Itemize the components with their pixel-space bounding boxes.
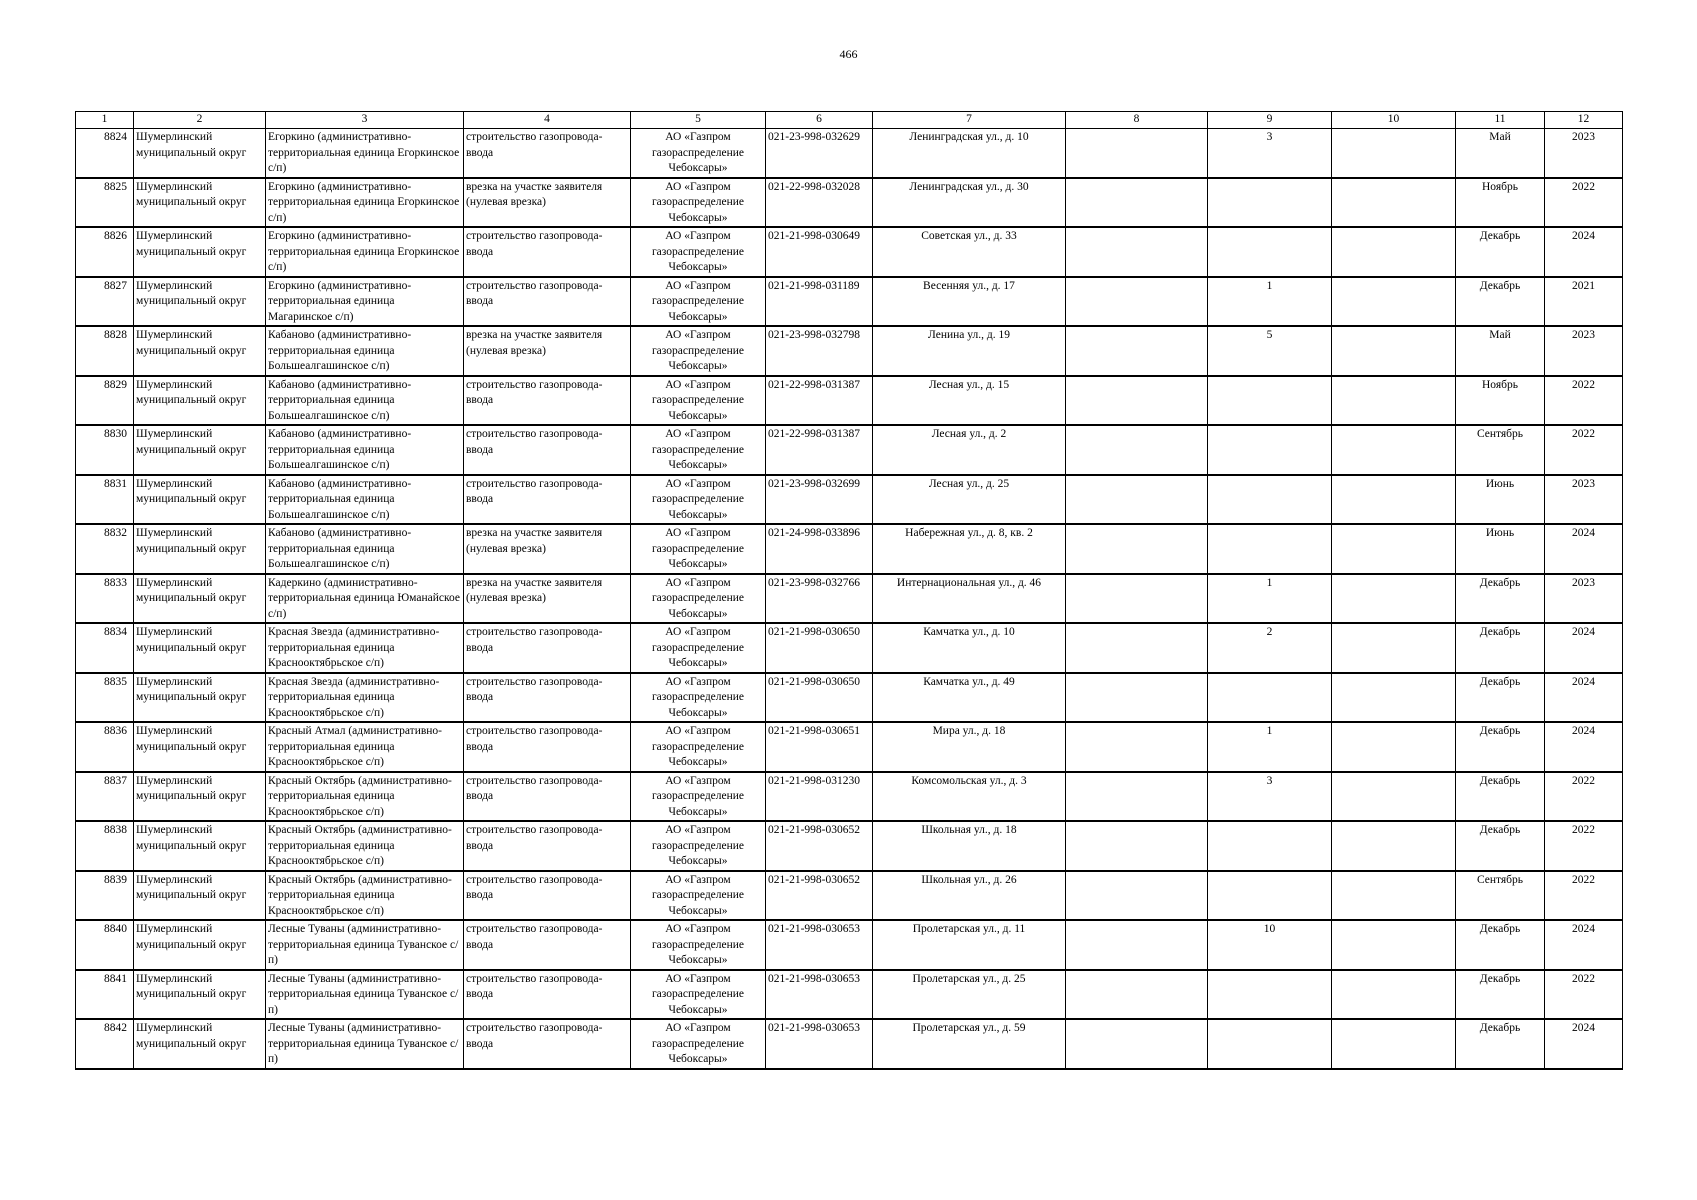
locality-cell: Лесные Туваны (административно-территориальная единица Туванское с/п)	[266, 1019, 464, 1069]
year-cell: 2024	[1545, 623, 1623, 673]
table-row	[76, 623, 1623, 673]
application-code-cell: 021-21-998-031189	[766, 277, 873, 327]
table-row	[76, 970, 1623, 1020]
column-9-cell: 1	[1208, 722, 1332, 772]
organization-cell: АО «Газпром газораспределение Чебоксары»	[631, 722, 766, 772]
column-10-cell	[1332, 623, 1456, 673]
year-cell: 2022	[1545, 376, 1623, 426]
organization-cell: АО «Газпром газораспределение Чебоксары»	[631, 178, 766, 228]
work-type-cell: врезка на участке заявителя (нулевая врезка)	[464, 524, 631, 574]
locality-cell: Егоркино (административно-территориальная единица Егоркинское с/п)	[266, 227, 464, 277]
row-number-cell: 8824	[76, 129, 134, 178]
column-9-cell: 2	[1208, 623, 1332, 673]
table-row	[76, 673, 1623, 723]
application-code-cell: 021-21-998-031230	[766, 772, 873, 822]
column-8-cell	[1066, 821, 1208, 871]
month-cell: Декабрь	[1456, 821, 1545, 871]
application-code-cell: 021-23-998-032629	[766, 129, 873, 178]
organization-cell: АО «Газпром газораспределение Чебоксары»	[631, 475, 766, 525]
district-cell: Шумерлинский муниципальный округ	[134, 623, 266, 673]
locality-cell: Кабаново (административно-территориальная единица Большеалгашинское с/п)	[266, 326, 464, 376]
column-10-cell	[1332, 475, 1456, 525]
row-number-cell: 8840	[76, 920, 134, 970]
column-header: 3	[266, 112, 464, 129]
application-code-cell: 021-21-998-030650	[766, 623, 873, 673]
month-cell: Сентябрь	[1456, 871, 1545, 921]
column-9-cell	[1208, 425, 1332, 475]
table-row	[76, 475, 1623, 525]
work-type-cell: врезка на участке заявителя (нулевая врезка)	[464, 574, 631, 624]
table-row	[76, 524, 1623, 574]
locality-cell: Егоркино (административно-территориальная единица Егоркинское с/п)	[266, 129, 464, 178]
organization-cell: АО «Газпром газораспределение Чебоксары»	[631, 425, 766, 475]
row-number-cell: 8839	[76, 871, 134, 921]
organization-cell: АО «Газпром газораспределение Чебоксары»	[631, 970, 766, 1020]
column-8-cell	[1066, 178, 1208, 228]
registry-body	[76, 129, 1623, 1069]
column-9-cell: 3	[1208, 129, 1332, 178]
district-cell: Шумерлинский муниципальный округ	[134, 376, 266, 426]
organization-cell: АО «Газпром газораспределение Чебоксары»	[631, 277, 766, 327]
work-type-cell: строительство газопровода-ввода	[464, 821, 631, 871]
row-number-cell: 8835	[76, 673, 134, 723]
district-cell: Шумерлинский муниципальный округ	[134, 1019, 266, 1069]
row-number-cell: 8828	[76, 326, 134, 376]
column-10-cell	[1332, 129, 1456, 178]
column-header: 1	[76, 112, 134, 129]
month-cell: Сентябрь	[1456, 425, 1545, 475]
work-type-cell: строительство газопровода-ввода	[464, 673, 631, 723]
column-9-cell	[1208, 475, 1332, 525]
application-code-cell: 021-21-998-030653	[766, 970, 873, 1020]
table-row	[76, 326, 1623, 376]
row-number-cell: 8834	[76, 623, 134, 673]
month-cell: Май	[1456, 129, 1545, 178]
column-9-cell: 10	[1208, 920, 1332, 970]
registry-table	[75, 111, 1623, 1070]
application-code-cell: 021-21-998-030649	[766, 227, 873, 277]
row-number-cell: 8836	[76, 722, 134, 772]
district-cell: Шумерлинский муниципальный округ	[134, 574, 266, 624]
address-cell: Весенняя ул., д. 17	[873, 277, 1066, 327]
district-cell: Шумерлинский муниципальный округ	[134, 821, 266, 871]
district-cell: Шумерлинский муниципальный округ	[134, 425, 266, 475]
month-cell: Декабрь	[1456, 1019, 1545, 1069]
address-cell: Мира ул., д. 18	[873, 722, 1066, 772]
header-row	[76, 112, 1623, 129]
address-cell: Пролетарская ул., д. 59	[873, 1019, 1066, 1069]
column-10-cell	[1332, 920, 1456, 970]
column-9-cell	[1208, 871, 1332, 921]
row-number-cell: 8826	[76, 227, 134, 277]
locality-cell: Лесные Туваны (административно-территориальная единица Туванское с/п)	[266, 920, 464, 970]
address-cell: Советская ул., д. 33	[873, 227, 1066, 277]
address-cell: Камчатка ул., д. 10	[873, 623, 1066, 673]
organization-cell: АО «Газпром газораспределение Чебоксары»	[631, 920, 766, 970]
column-header: 10	[1332, 112, 1456, 129]
row-number-cell: 8830	[76, 425, 134, 475]
address-cell: Школьная ул., д. 18	[873, 821, 1066, 871]
district-cell: Шумерлинский муниципальный округ	[134, 178, 266, 228]
address-cell: Лесная ул., д. 25	[873, 475, 1066, 525]
year-cell: 2024	[1545, 673, 1623, 723]
work-type-cell: строительство газопровода-ввода	[464, 475, 631, 525]
table-row	[76, 129, 1623, 178]
column-10-cell	[1332, 178, 1456, 228]
work-type-cell: строительство газопровода-ввода	[464, 871, 631, 921]
month-cell: Декабрь	[1456, 772, 1545, 822]
column-header: 4	[464, 112, 631, 129]
year-cell: 2022	[1545, 772, 1623, 822]
year-cell: 2023	[1545, 129, 1623, 178]
year-cell: 2021	[1545, 277, 1623, 327]
column-10-cell	[1332, 277, 1456, 327]
year-cell: 2024	[1545, 227, 1623, 277]
locality-cell: Кадеркино (административно-территориальная единица Юманайское с/п)	[266, 574, 464, 624]
column-10-cell	[1332, 524, 1456, 574]
column-9-cell	[1208, 227, 1332, 277]
table-row	[76, 722, 1623, 772]
column-8-cell	[1066, 376, 1208, 426]
month-cell: Ноябрь	[1456, 178, 1545, 228]
column-8-cell	[1066, 227, 1208, 277]
work-type-cell: строительство газопровода-ввода	[464, 920, 631, 970]
address-cell: Ленинградская ул., д. 30	[873, 178, 1066, 228]
work-type-cell: строительство газопровода-ввода	[464, 376, 631, 426]
district-cell: Шумерлинский муниципальный округ	[134, 326, 266, 376]
district-cell: Шумерлинский муниципальный округ	[134, 129, 266, 178]
row-number-cell: 8829	[76, 376, 134, 426]
row-number-cell: 8841	[76, 970, 134, 1020]
column-8-cell	[1066, 871, 1208, 921]
address-cell: Школьная ул., д. 26	[873, 871, 1066, 921]
column-9-cell	[1208, 821, 1332, 871]
year-cell: 2022	[1545, 178, 1623, 228]
month-cell: Декабрь	[1456, 920, 1545, 970]
locality-cell: Красный Октябрь (административно-территориальная единица Краснооктябрьское с/п)	[266, 871, 464, 921]
organization-cell: АО «Газпром газораспределение Чебоксары»	[631, 129, 766, 178]
organization-cell: АО «Газпром газораспределение Чебоксары»	[631, 574, 766, 624]
organization-cell: АО «Газпром газораспределение Чебоксары»	[631, 524, 766, 574]
application-code-cell: 021-21-998-030653	[766, 920, 873, 970]
work-type-cell: строительство газопровода-ввода	[464, 623, 631, 673]
application-code-cell: 021-24-998-033896	[766, 524, 873, 574]
district-cell: Шумерлинский муниципальный округ	[134, 673, 266, 723]
locality-cell: Лесные Туваны (административно-территориальная единица Туванское с/п)	[266, 970, 464, 1020]
table-row	[76, 376, 1623, 426]
column-8-cell	[1066, 574, 1208, 624]
column-8-cell	[1066, 772, 1208, 822]
application-code-cell: 021-21-998-030652	[766, 871, 873, 921]
application-code-cell: 021-23-998-032766	[766, 574, 873, 624]
locality-cell: Красный Октябрь (административно-территориальная единица Краснооктябрьское с/п)	[266, 821, 464, 871]
district-cell: Шумерлинский муниципальный округ	[134, 871, 266, 921]
column-10-cell	[1332, 227, 1456, 277]
year-cell: 2023	[1545, 574, 1623, 624]
application-code-cell: 021-21-998-030653	[766, 1019, 873, 1069]
organization-cell: АО «Газпром газораспределение Чебоксары»	[631, 1019, 766, 1069]
column-8-cell	[1066, 475, 1208, 525]
column-9-cell	[1208, 673, 1332, 723]
work-type-cell: строительство газопровода-ввода	[464, 425, 631, 475]
organization-cell: АО «Газпром газораспределение Чебоксары»	[631, 227, 766, 277]
column-10-cell	[1332, 1019, 1456, 1069]
table-row	[76, 772, 1623, 822]
organization-cell: АО «Газпром газораспределение Чебоксары»	[631, 821, 766, 871]
table-row	[76, 1019, 1623, 1069]
column-9-cell	[1208, 178, 1332, 228]
column-9-cell: 5	[1208, 326, 1332, 376]
column-8-cell	[1066, 277, 1208, 327]
year-cell: 2022	[1545, 970, 1623, 1020]
year-cell: 2022	[1545, 821, 1623, 871]
organization-cell: АО «Газпром газораспределение Чебоксары»	[631, 623, 766, 673]
district-cell: Шумерлинский муниципальный округ	[134, 277, 266, 327]
column-8-cell	[1066, 722, 1208, 772]
column-9-cell	[1208, 524, 1332, 574]
row-number-cell: 8831	[76, 475, 134, 525]
organization-cell: АО «Газпром газораспределение Чебоксары»	[631, 376, 766, 426]
year-cell: 2023	[1545, 326, 1623, 376]
district-cell: Шумерлинский муниципальный округ	[134, 722, 266, 772]
column-10-cell	[1332, 821, 1456, 871]
district-cell: Шумерлинский муниципальный округ	[134, 524, 266, 574]
table-row	[76, 425, 1623, 475]
column-header: 6	[766, 112, 873, 129]
year-cell: 2022	[1545, 425, 1623, 475]
locality-cell: Кабаново (административно-территориальная единица Большеалгашинское с/п)	[266, 475, 464, 525]
work-type-cell: врезка на участке заявителя (нулевая врезка)	[464, 178, 631, 228]
month-cell: Декабрь	[1456, 574, 1545, 624]
work-type-cell: строительство газопровода-ввода	[464, 227, 631, 277]
address-cell: Лесная ул., д. 2	[873, 425, 1066, 475]
locality-cell: Кабаново (административно-территориальная единица Большеалгашинское с/п)	[266, 425, 464, 475]
column-8-cell	[1066, 129, 1208, 178]
year-cell: 2024	[1545, 722, 1623, 772]
column-9-cell: 3	[1208, 772, 1332, 822]
row-number-cell: 8838	[76, 821, 134, 871]
year-cell: 2024	[1545, 1019, 1623, 1069]
column-10-cell	[1332, 871, 1456, 921]
column-9-cell	[1208, 1019, 1332, 1069]
column-header: 5	[631, 112, 766, 129]
locality-cell: Красная Звезда (административно-территориальная единица Краснооктябрьское с/п)	[266, 623, 464, 673]
column-header: 2	[134, 112, 266, 129]
month-cell: Декабрь	[1456, 277, 1545, 327]
column-8-cell	[1066, 920, 1208, 970]
application-code-cell: 021-23-998-032798	[766, 326, 873, 376]
table-row	[76, 178, 1623, 228]
page-number: 466	[839, 47, 858, 61]
work-type-cell: строительство газопровода-ввода	[464, 1019, 631, 1069]
work-type-cell: строительство газопровода-ввода	[464, 722, 631, 772]
month-cell: Июнь	[1456, 524, 1545, 574]
column-8-cell	[1066, 623, 1208, 673]
month-cell: Июнь	[1456, 475, 1545, 525]
row-number-cell: 8827	[76, 277, 134, 327]
table-row	[76, 871, 1623, 921]
organization-cell: АО «Газпром газораспределение Чебоксары»	[631, 326, 766, 376]
year-cell: 2022	[1545, 871, 1623, 921]
column-header: 11	[1456, 112, 1545, 129]
table-row	[76, 920, 1623, 970]
row-number-cell: 8833	[76, 574, 134, 624]
column-8-cell	[1066, 425, 1208, 475]
year-cell: 2024	[1545, 920, 1623, 970]
organization-cell: АО «Газпром газораспределение Чебоксары»	[631, 871, 766, 921]
column-9-cell: 1	[1208, 574, 1332, 624]
application-code-cell: 021-21-998-030651	[766, 722, 873, 772]
work-type-cell: строительство газопровода-ввода	[464, 129, 631, 178]
column-9-cell	[1208, 376, 1332, 426]
month-cell: Декабрь	[1456, 623, 1545, 673]
work-type-cell: строительство газопровода-ввода	[464, 970, 631, 1020]
district-cell: Шумерлинский муниципальный округ	[134, 475, 266, 525]
work-type-cell: строительство газопровода-ввода	[464, 772, 631, 822]
month-cell: Декабрь	[1456, 722, 1545, 772]
locality-cell: Красный Октябрь (административно-территориальная единица Краснооктябрьское с/п)	[266, 772, 464, 822]
locality-cell: Кабаново (административно-территориальная единица Большеалгашинское с/п)	[266, 524, 464, 574]
locality-cell: Кабаново (административно-территориальная единица Большеалгашинское с/п)	[266, 376, 464, 426]
column-9-cell	[1208, 970, 1332, 1020]
column-10-cell	[1332, 673, 1456, 723]
column-10-cell	[1332, 574, 1456, 624]
column-8-cell	[1066, 1019, 1208, 1069]
address-cell: Лесная ул., д. 15	[873, 376, 1066, 426]
application-code-cell: 021-22-998-031387	[766, 425, 873, 475]
month-cell: Декабрь	[1456, 227, 1545, 277]
address-cell: Ленинградская ул., д. 10	[873, 129, 1066, 178]
month-cell: Декабрь	[1456, 970, 1545, 1020]
work-type-cell: врезка на участке заявителя (нулевая врезка)	[464, 326, 631, 376]
locality-cell: Красная Звезда (административно-территориальная единица Краснооктябрьское с/п)	[266, 673, 464, 723]
application-code-cell: 021-21-998-030650	[766, 673, 873, 723]
column-10-cell	[1332, 970, 1456, 1020]
district-cell: Шумерлинский муниципальный округ	[134, 970, 266, 1020]
district-cell: Шумерлинский муниципальный округ	[134, 772, 266, 822]
column-header: 8	[1066, 112, 1208, 129]
address-cell: Пролетарская ул., д. 25	[873, 970, 1066, 1020]
table-row	[76, 277, 1623, 327]
column-8-cell	[1066, 524, 1208, 574]
application-code-cell: 021-21-998-030652	[766, 821, 873, 871]
address-cell: Набережная ул., д. 8, кв. 2	[873, 524, 1066, 574]
column-10-cell	[1332, 376, 1456, 426]
column-10-cell	[1332, 425, 1456, 475]
organization-cell: АО «Газпром газораспределение Чебоксары»	[631, 772, 766, 822]
table-row	[76, 574, 1623, 624]
column-header: 9	[1208, 112, 1332, 129]
district-cell: Шумерлинский муниципальный округ	[134, 920, 266, 970]
column-10-cell	[1332, 326, 1456, 376]
table-row	[76, 227, 1623, 277]
month-cell: Май	[1456, 326, 1545, 376]
organization-cell: АО «Газпром газораспределение Чебоксары»	[631, 673, 766, 723]
column-10-cell	[1332, 772, 1456, 822]
month-cell: Ноябрь	[1456, 376, 1545, 426]
column-header: 12	[1545, 112, 1623, 129]
row-number-cell: 8825	[76, 178, 134, 228]
year-cell: 2024	[1545, 524, 1623, 574]
row-number-cell: 8842	[76, 1019, 134, 1069]
address-cell: Ленина ул., д. 19	[873, 326, 1066, 376]
application-code-cell: 021-22-998-031387	[766, 376, 873, 426]
column-10-cell	[1332, 722, 1456, 772]
column-8-cell	[1066, 326, 1208, 376]
column-header: 7	[873, 112, 1066, 129]
address-cell: Пролетарская ул., д. 11	[873, 920, 1066, 970]
application-code-cell: 021-22-998-032028	[766, 178, 873, 228]
address-cell: Комсомольская ул., д. 3	[873, 772, 1066, 822]
month-cell: Декабрь	[1456, 673, 1545, 723]
year-cell: 2023	[1545, 475, 1623, 525]
district-cell: Шумерлинский муниципальный округ	[134, 227, 266, 277]
column-8-cell	[1066, 673, 1208, 723]
address-cell: Интернациональная ул., д. 46	[873, 574, 1066, 624]
locality-cell: Егоркино (административно-территориальная единица Егоркинское с/п)	[266, 178, 464, 228]
application-code-cell: 021-23-998-032699	[766, 475, 873, 525]
table-row	[76, 821, 1623, 871]
column-8-cell	[1066, 970, 1208, 1020]
work-type-cell: строительство газопровода-ввода	[464, 277, 631, 327]
column-9-cell: 1	[1208, 277, 1332, 327]
address-cell: Камчатка ул., д. 49	[873, 673, 1066, 723]
row-number-cell: 8837	[76, 772, 134, 822]
locality-cell: Красный Атмал (административно-территориальная единица Краснооктябрьское с/п)	[266, 722, 464, 772]
locality-cell: Егоркино (административно-территориальная единица Магаринское с/п)	[266, 277, 464, 327]
row-number-cell: 8832	[76, 524, 134, 574]
